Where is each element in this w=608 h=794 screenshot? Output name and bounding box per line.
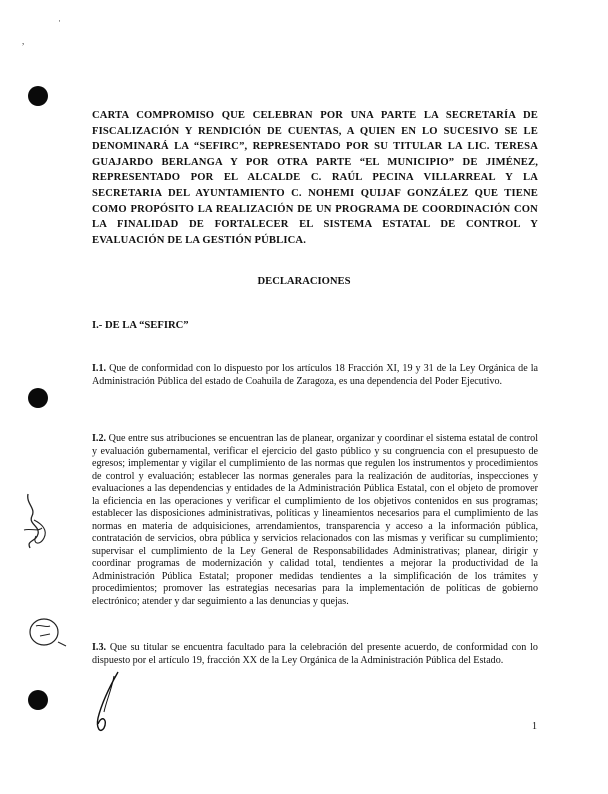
paragraph-text: Que entre sus atribuciones se encuentran las de planear, organizar y coordinar el sistema estatal de control y evaluación gubernamental, verificar el ejercicio del gasto público y su congruencia con el presupuesto de egresos; implementar y vigilar el cumplimiento de las normas que regulen los instrumentos y procedimientos de control y evaluación; establecer las normas generales para la realización de auditorías, inspecciones y evaluaciones a las dependencias y entidades de la Administración Pública Estatal, con el objeto de promover la eficiencia en las operaciones y verificar el cumplimiento de los objetivos contenidos en sus programas; establecer las disposiciones administrativas, políticas y lineamientos necesarios para el cumplimiento de las normas en materia de adquisiciones, arrendamientos, transparencia y acceso a la información pública, contratación de servicios, obra pública y servicios relacionados con las mismas y verificar su cumplimiento; supervisar el cumplimiento de la Ley General de Responsabilidades Administrativas; planear, dirigir y coordinar programas de modernización y calidad total, tendientes a mejorar la productividad de la Administración Pública Estatal; proponer medidas tendientes a la simplificación de los trámites y procedimientos; promover las estrategias necesarias para la implementación de políticas de gobierno electrónico; atender y dar seguimiento a las denuncias y quejas. — [92, 433, 538, 607]
paragraph-number: I.2. — [92, 433, 107, 444]
paragraph-i2 — [92, 433, 538, 608]
binder-hole-middle — [28, 388, 48, 408]
paragraph-i3 — [92, 642, 538, 667]
page-number: 1 — [532, 721, 537, 732]
section-heading: DECLARACIONES — [257, 276, 351, 287]
margin-circle-scribble — [26, 612, 70, 652]
paragraph-text: Que de conformidad con lo dispuesto por los artículos 18 Fracción XI, 19 y 31 de la Ley Orgánica de la Administración Pública del estado de Coahuila de Zaragoza, es una dependencia del Poder Ejecutivo. — [92, 363, 538, 387]
subsection-title: I.- DE LA “SEFIRC” — [92, 320, 189, 331]
document-title: CARTA COMPROMISO QUE CELEBRAN POR UNA PARTE LA SECRETARÍA DE FISCALIZACIÓN Y RENDICIÓN DE CUENTAS, A QUIEN EN LO SUCESIVO SE LE DENOMINARÁ LA “SEFIRC”, REPRESENTADO POR SU TITULAR LA LIC. TERESA GUAJARDO BERLANGA Y POR OTRA PARTE “EL MUNICIPIO” DE JIMÉNEZ, REPRESENTADO POR EL ALCALDE C. RAÚL PECINA VILLARREAL Y LA SECRETARIA DEL AYUNTAMIENTO C. NOHEMI QUIJAF GONZÁLEZ QUE TIENE COMO PROPÓSITO LA REALIZACIÓN DE UN PROGRAMA DE COORDINACIÓN CON LA FINALIDAD DE FORTALECER EL SISTEMA ESTATAL DE CONTROL Y EVALUACIÓN DE LA GESTIÓN PÚBLICA. — [92, 110, 538, 246]
signature-stroke — [88, 668, 128, 740]
binder-hole-top — [28, 86, 48, 106]
paragraph-number: I.3. — [92, 642, 107, 653]
scan-speck: · — [58, 16, 61, 26]
paragraph-text: Que su titular se encuentra facultado para la celebración del presente acuerdo, de conformidad con lo dispuesto por el artículo 19, fracción XX de la Ley Orgánica de la Administración Pública del Estado. — [92, 642, 538, 666]
binder-hole-bottom — [28, 690, 48, 710]
paragraph-number: I.1. — [92, 363, 107, 374]
margin-initials-scribble — [18, 490, 58, 554]
paragraph-i1 — [92, 363, 538, 388]
scan-speck: , — [22, 36, 25, 46]
